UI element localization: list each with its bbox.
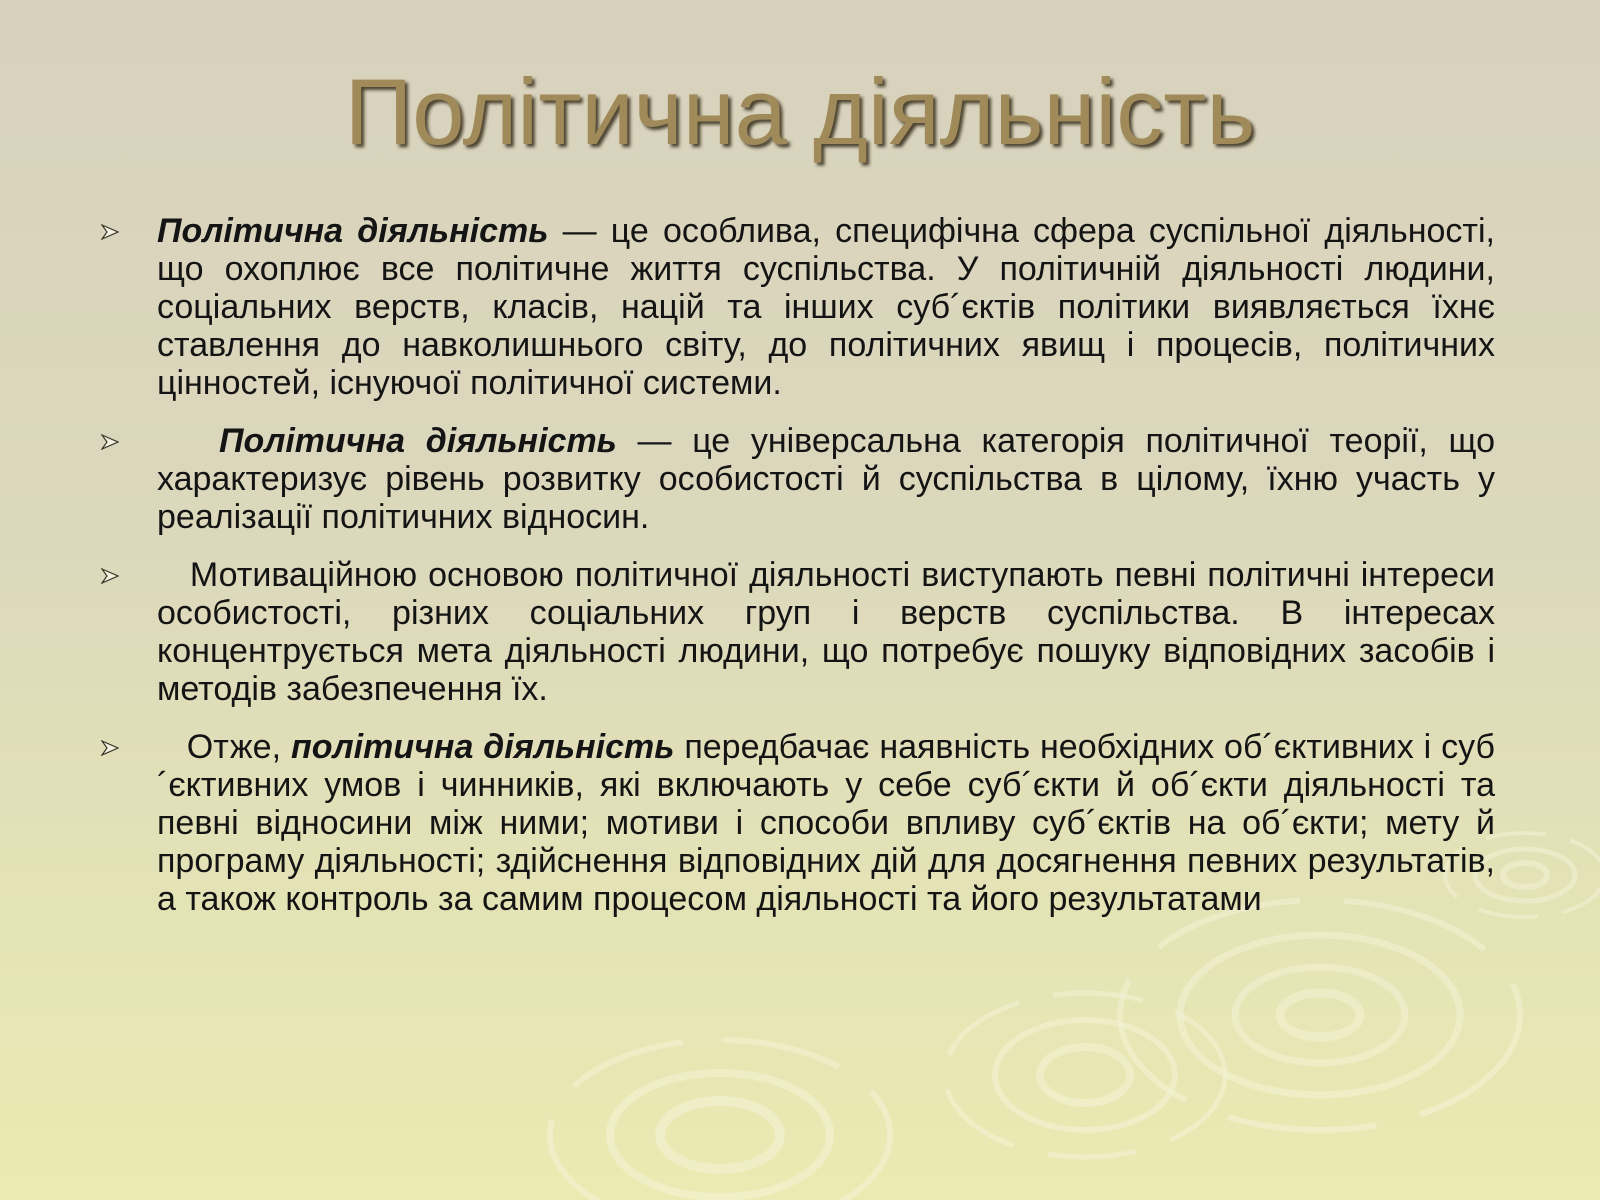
bullet-text: Мотиваційною основою політичної діяльності виступають певні політичні інтереси особистості, різних соціальних груп і верств суспільства. В інтересах концентрується мета діяльності людини, що потребує пошуку відповідних засобів і методів забезпечення їх. [157,556,1505,708]
bullet-item [95,728,1495,918]
bullet-item [95,556,1505,708]
bullet-item [95,212,1495,402]
bullet-text: передбачає наявність необхідних об´єктивних і суб´єктивних умов і чинників, які включають у себе суб´єкти й об´єкти діяльності та певні відносини між ними; мотиви і способи впливу суб´єктів на об´єкти; мету й програму діяльності; здійснення відповідних дій для досягнення певних результатів, а також контроль за самим процесом діяльності та його результатами [157,728,1496,918]
arrow-bullet-icon [101,434,119,450]
slide-title: Політична діяльність [344,59,1256,164]
bullet-item [95,422,1495,536]
bullet-emphasis: Політична діяльність [218,422,617,460]
bullet-text: — це універсальна категорія політичної теорії, що характеризує рівень розвитку особистості й суспільства в цілому, їхню участь у реалізації політичних відносин. [157,422,1496,536]
bullet-prefix: Отже, [157,728,291,766]
arrow-bullet-icon [101,740,119,756]
bullet-text: — це особлива, специфічна сфера суспільної діяльності, що охоплює все політичне життя суспільства. У політичній діяльності людини, соціальних верств, класів, націй та інших суб´єктів політики виявляється їхнє ставлення до навколишнього світу, до політичних явищ і процесів, політичних цінностей, існуючої політичної системи. [157,212,1495,402]
arrow-bullet-icon [101,568,119,584]
bullet-emphasis: політична діяльність [290,728,675,766]
arrow-bullet-icon [101,224,119,240]
bullet-emphasis: Політична діяльність [157,212,549,250]
bullet-list [95,212,1505,938]
bullet-prefix [157,422,219,460]
